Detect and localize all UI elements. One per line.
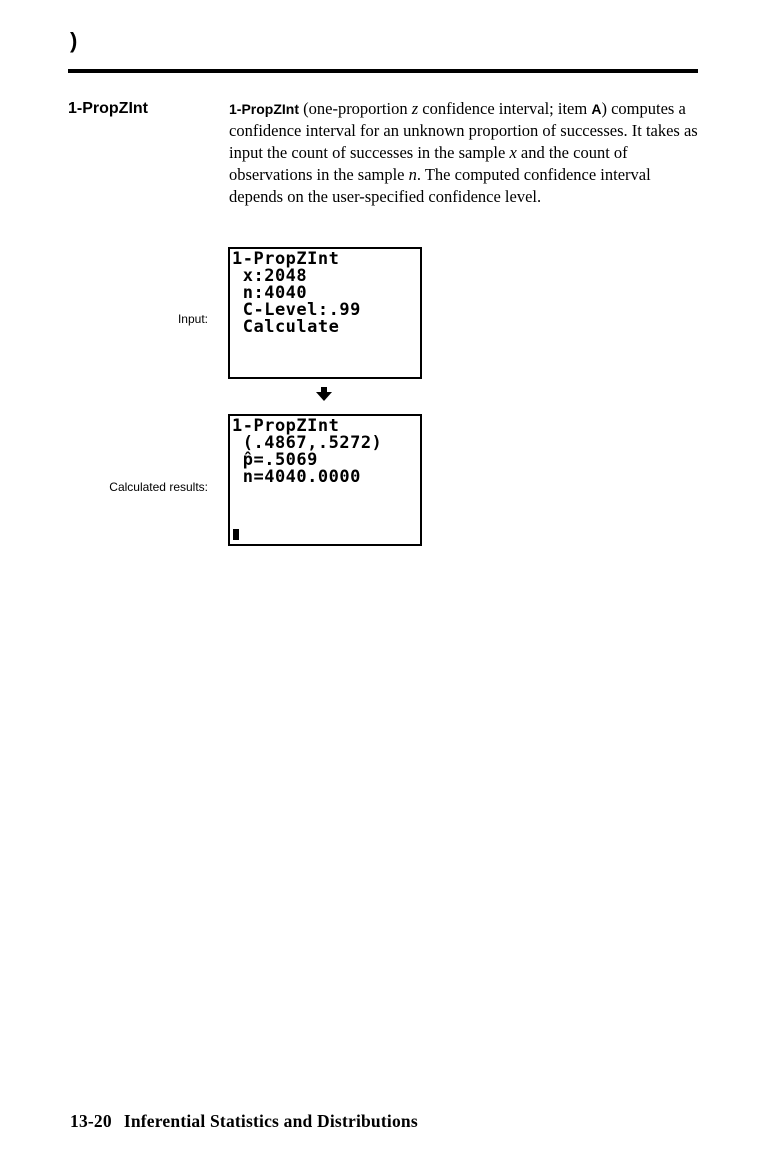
input-label: Input: — [177, 312, 208, 326]
section-heading: 1-PropZInt — [68, 100, 148, 117]
header-rule — [68, 69, 698, 73]
screen-line: 1-PropZInt — [232, 249, 340, 269]
menu-item-letter: A — [591, 101, 602, 117]
screen-line: p̂=.5069 — [232, 450, 318, 470]
chapter-title: Inferential Statistics and Distributions — [123, 1111, 418, 1131]
desc-text-4: and the count of observations in the sample — [229, 143, 628, 184]
variable-n: n — [408, 165, 417, 184]
desc-text-3: ) computes a confidence interval for an unknown proportion of successes. It takes as input the count of successes in the sample — [229, 99, 698, 162]
cursor-block-icon — [233, 529, 239, 540]
screen-line: C-Level:.99 — [232, 300, 361, 320]
page-number: 13-20 — [70, 1111, 112, 1131]
screen-line: (.4867,.5272) — [232, 433, 383, 453]
screen-line: x:2048 — [232, 266, 308, 286]
variable-z: z — [411, 99, 419, 118]
screen-line: n=4040.0000 — [232, 467, 361, 487]
screen-line: Calculate — [232, 317, 340, 337]
desc-text-2: confidence interval; item — [418, 99, 592, 118]
calculator-screen-results — [228, 414, 422, 546]
page-footer — [70, 1111, 418, 1132]
desc-text-1: (one-proportion — [299, 99, 412, 118]
page-corner-mark: ) — [70, 28, 78, 53]
arrow-down-icon — [316, 387, 332, 401]
calculator-screen-input — [228, 247, 422, 379]
results-label: Calculated results: — [109, 480, 208, 494]
variable-x: x — [509, 143, 517, 162]
section-description — [229, 98, 704, 208]
screen-line: 1-PropZInt — [232, 416, 340, 436]
screen-line: n:4040 — [232, 283, 308, 303]
desc-text-5: . The computed confidence interval depends on the user-specified confidence level. — [229, 165, 651, 206]
command-name: 1-PropZInt — [229, 101, 299, 117]
